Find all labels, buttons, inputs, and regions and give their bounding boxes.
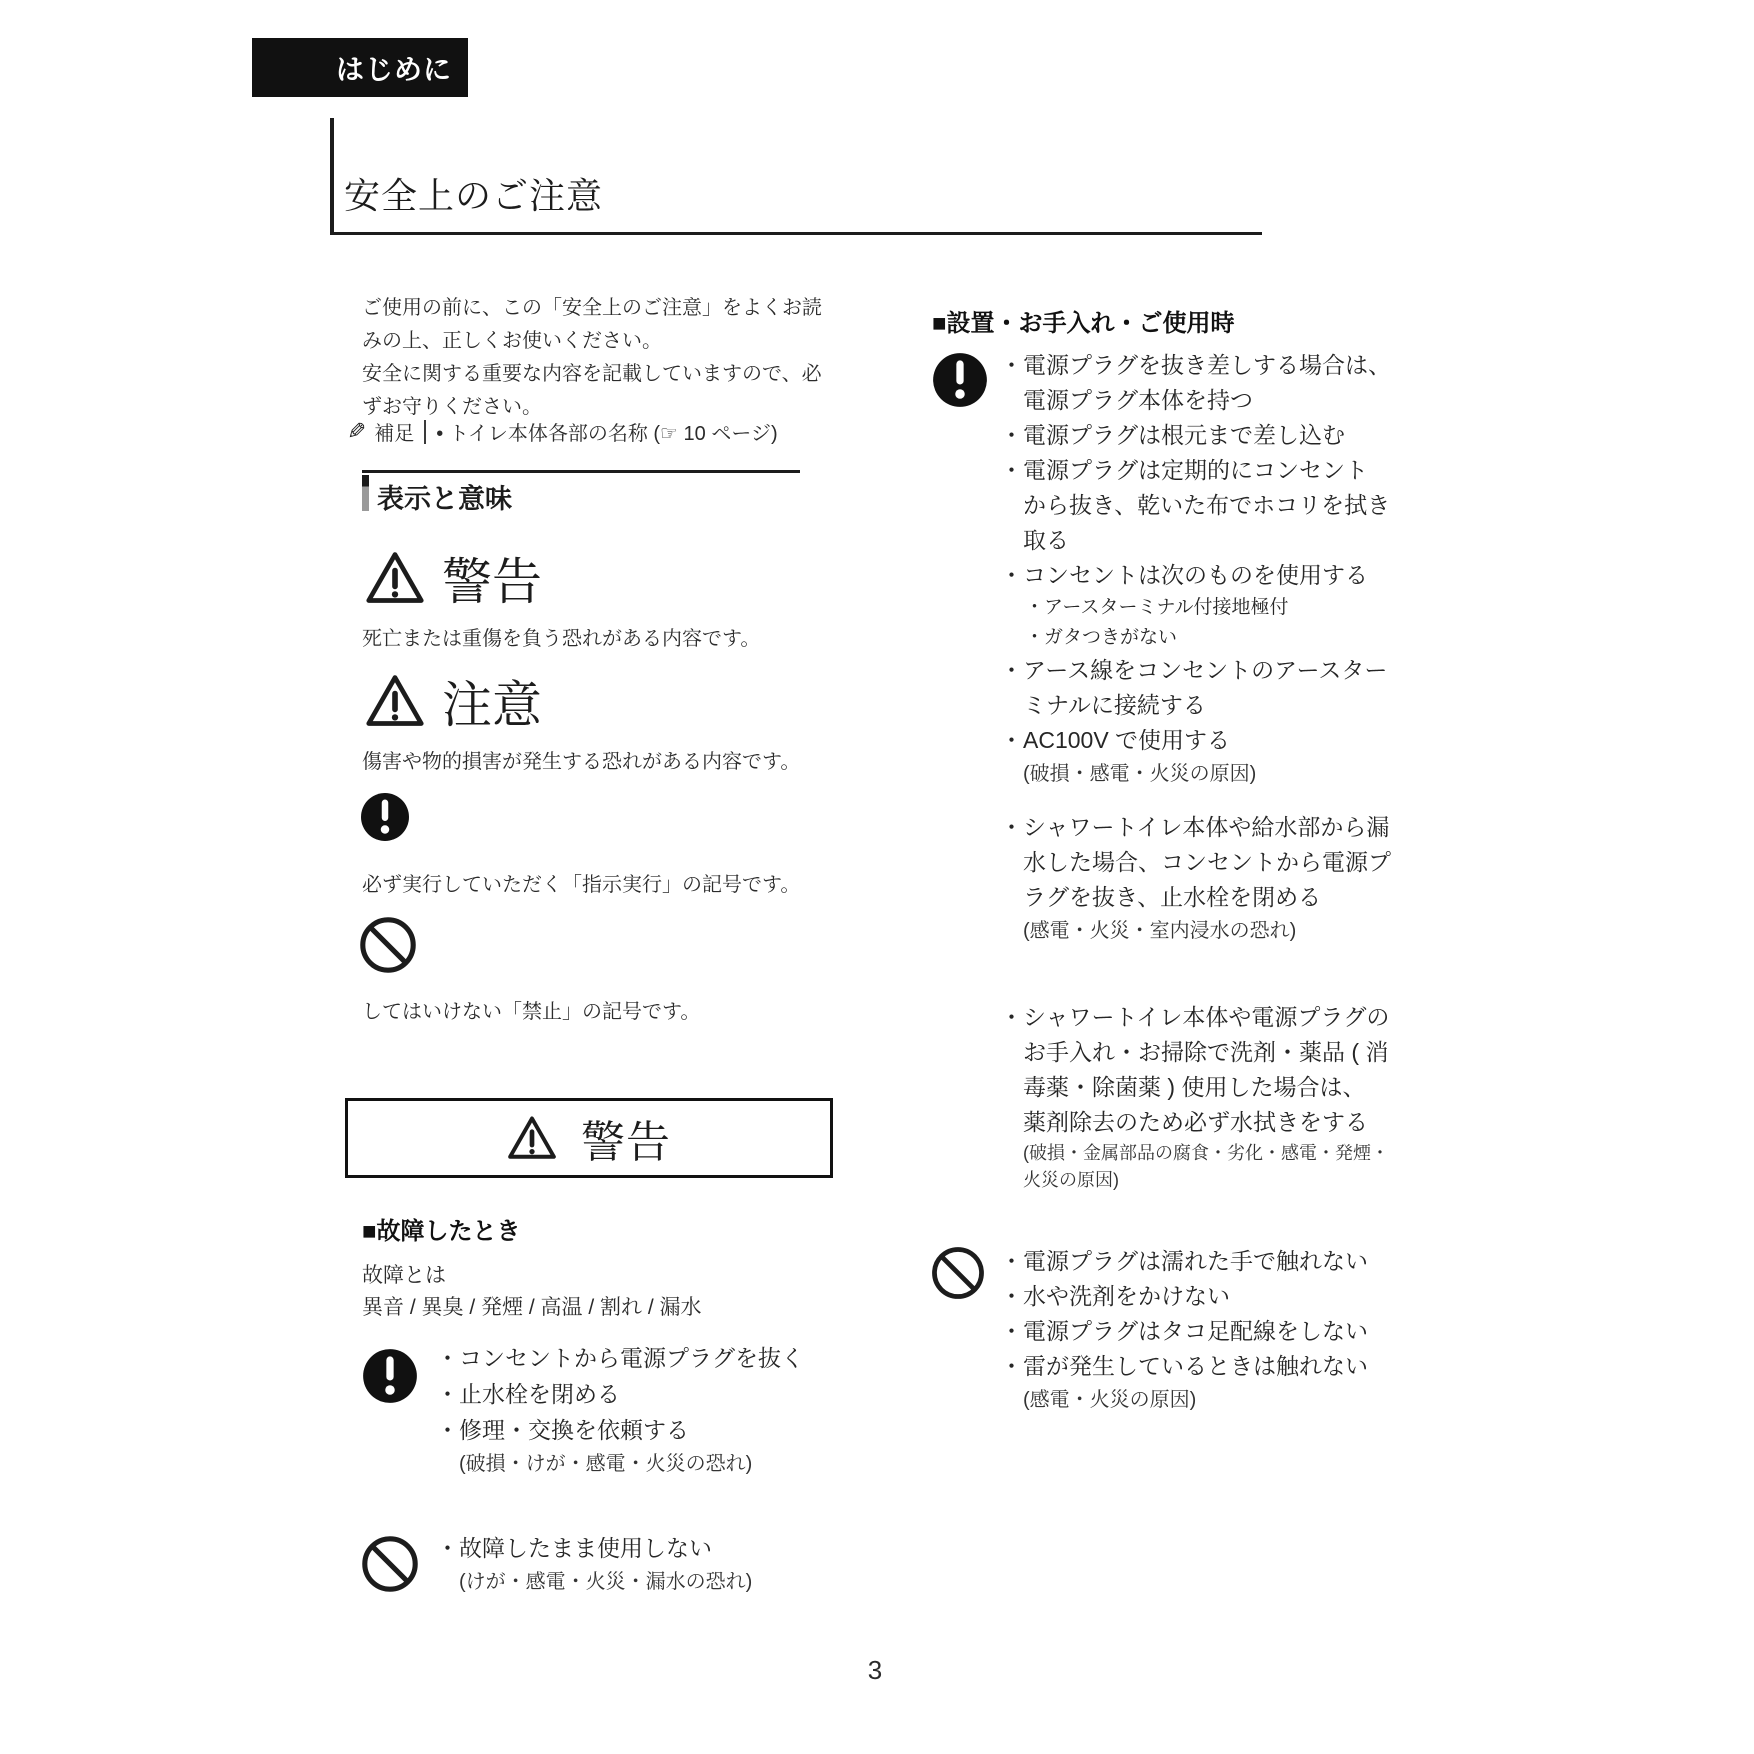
text-line: (感電・火災・室内浸水の恐れ) [1023,920,1297,942]
text-line: 故障とは [362,1264,446,1287]
text-line: 水した場合、コンセントから電源プ [1023,849,1391,875]
text-line: ・電源プラグはタコ足配線をしない [1000,1318,1368,1344]
warning-label: 警告 [442,554,542,610]
failure-definition [362,1260,702,1324]
text-line: (けが・感電・火災・漏水の恐れ) [459,1571,753,1593]
install-do-list-leak [1000,810,1391,948]
text-line: 火災の原因) [1023,1170,1119,1190]
install-dont-list [1000,1244,1368,1417]
text-line: お手入れ・お掃除で洗剤・薬品 ( 消 [1023,1039,1389,1065]
supplement-text: • トイレ本体各部の名称 (☞ 10 ページ) [436,423,778,445]
text-line: ・コンセントから電源プラグを抜く [436,1345,804,1371]
text-line: ・水や洗剤をかけない [1000,1283,1230,1309]
text-line: ・電源プラグは根元まで差し込む [1000,422,1345,448]
legend-header-bar [362,475,369,511]
text-line: 毒薬・除菌薬 ) 使用した場合は、 [1023,1074,1366,1100]
text-line: ・シャワートイレ本体や電源プラグの [1000,1004,1390,1030]
text-line: ・AC100V で使用する [1000,727,1231,753]
text-line: ・シャワートイレ本体や給水部から漏 [1000,814,1390,840]
failure-do-list [436,1340,804,1481]
warning-description: 死亡または重傷を負う恐れがある内容です。 [362,628,761,650]
warning-banner [345,1098,833,1178]
prohibition-icon [930,1245,986,1301]
text-line: 異音 / 異臭 / 発煙 / 高温 / 割れ / 漏水 [362,1296,702,1319]
text-line: ご使用の前に、この「安全上のご注意」をよくお読 [362,297,822,319]
supplement-label: 補足 [374,423,415,445]
text-line: ・アースターミナル付接地極付 [1025,597,1289,618]
install-do-list-power [1000,348,1391,791]
text-line: (破損・感電・火災の原因) [1023,763,1257,785]
text-line: (破損・金属部品の腐食・劣化・感電・発煙・ [1023,1143,1389,1163]
text-line: (感電・火災の原因) [1023,1389,1197,1411]
page-title: 安全上のご注意 [344,175,604,216]
mandatory-icon [362,1348,418,1404]
mandatory-icon [360,792,410,842]
text-line: 取る [1023,527,1069,553]
text-line: ミナルに接続する [1023,692,1206,718]
mandatory-icon [932,352,988,408]
mandatory-description: 必ず実行していただく「指示実行」の記号です。 [362,874,801,896]
page-number: 3 [867,1655,883,1685]
caution-label: 注意 [442,677,542,733]
text-line: ・故障したまま使用しない [436,1535,712,1561]
text-line: みの上、正しくお使いください。 [362,330,662,352]
text-line: (破損・けが・感電・火災の恐れ) [459,1453,753,1475]
warning-triangle-icon [507,1113,557,1163]
pencil-icon: ✎ [347,418,367,444]
text-line: ・アース線をコンセントのアースター [1000,657,1388,683]
page-title-block [330,118,1262,235]
prohibition-icon [360,1534,420,1594]
text-line: ・雷が発生しているときは触れない [1000,1353,1368,1379]
text-line: ・電源プラグを抜き差しする場合は、 [1000,352,1391,378]
text-line: 安全に関する重要な内容を記載していますので、必 [362,363,822,385]
text-line: から抜き、乾いた布でホコリを拭き [1023,492,1391,518]
text-line: ラグを抜き、止水栓を閉める [1023,884,1322,910]
text-line: ・電源プラグは濡れた手で触れない [1000,1248,1368,1274]
legend-header-label: 表示と意味 [377,484,512,514]
install-do-list-cleaning [1000,1000,1389,1194]
intro-paragraph [362,292,822,424]
note-divider [424,420,426,444]
text-line: ・ガタつきがない [1025,627,1178,648]
caution-triangle-icon [365,671,425,731]
installation-section-header: ■設置・お手入れ・ご使用時 [932,310,1235,337]
chapter-tab [252,38,468,97]
prohibition-icon [358,915,418,975]
failure-section-header: ■故障したとき [362,1218,521,1245]
chapter-tab-label: はじめに [335,53,452,85]
text-line: ・コンセントは次のものを使用する [1000,562,1368,588]
failure-dont-list [436,1530,752,1599]
caution-description: 傷害や物的損害が発生する恐れがある内容です。 [362,751,801,773]
legend-section-header [362,470,800,516]
text-line: ・修理・交換を依頼する [436,1417,689,1443]
warning-banner-label: 警告 [581,1118,671,1167]
warning-level-heading [365,542,542,614]
text-line: 電源プラグ本体を持つ [1023,387,1253,413]
supplement-note [347,417,778,446]
warning-triangle-icon [365,548,425,608]
text-line: ・止水栓を閉める [436,1381,620,1407]
text-line: ・電源プラグは定期的にコンセント [1000,457,1368,483]
caution-level-heading [365,665,542,737]
text-line: ずお守りください。 [362,396,542,418]
prohibition-description: してはいけない「禁止」の記号です。 [362,1001,701,1023]
text-line: 薬剤除去のため必ず水拭きをする [1023,1109,1368,1135]
